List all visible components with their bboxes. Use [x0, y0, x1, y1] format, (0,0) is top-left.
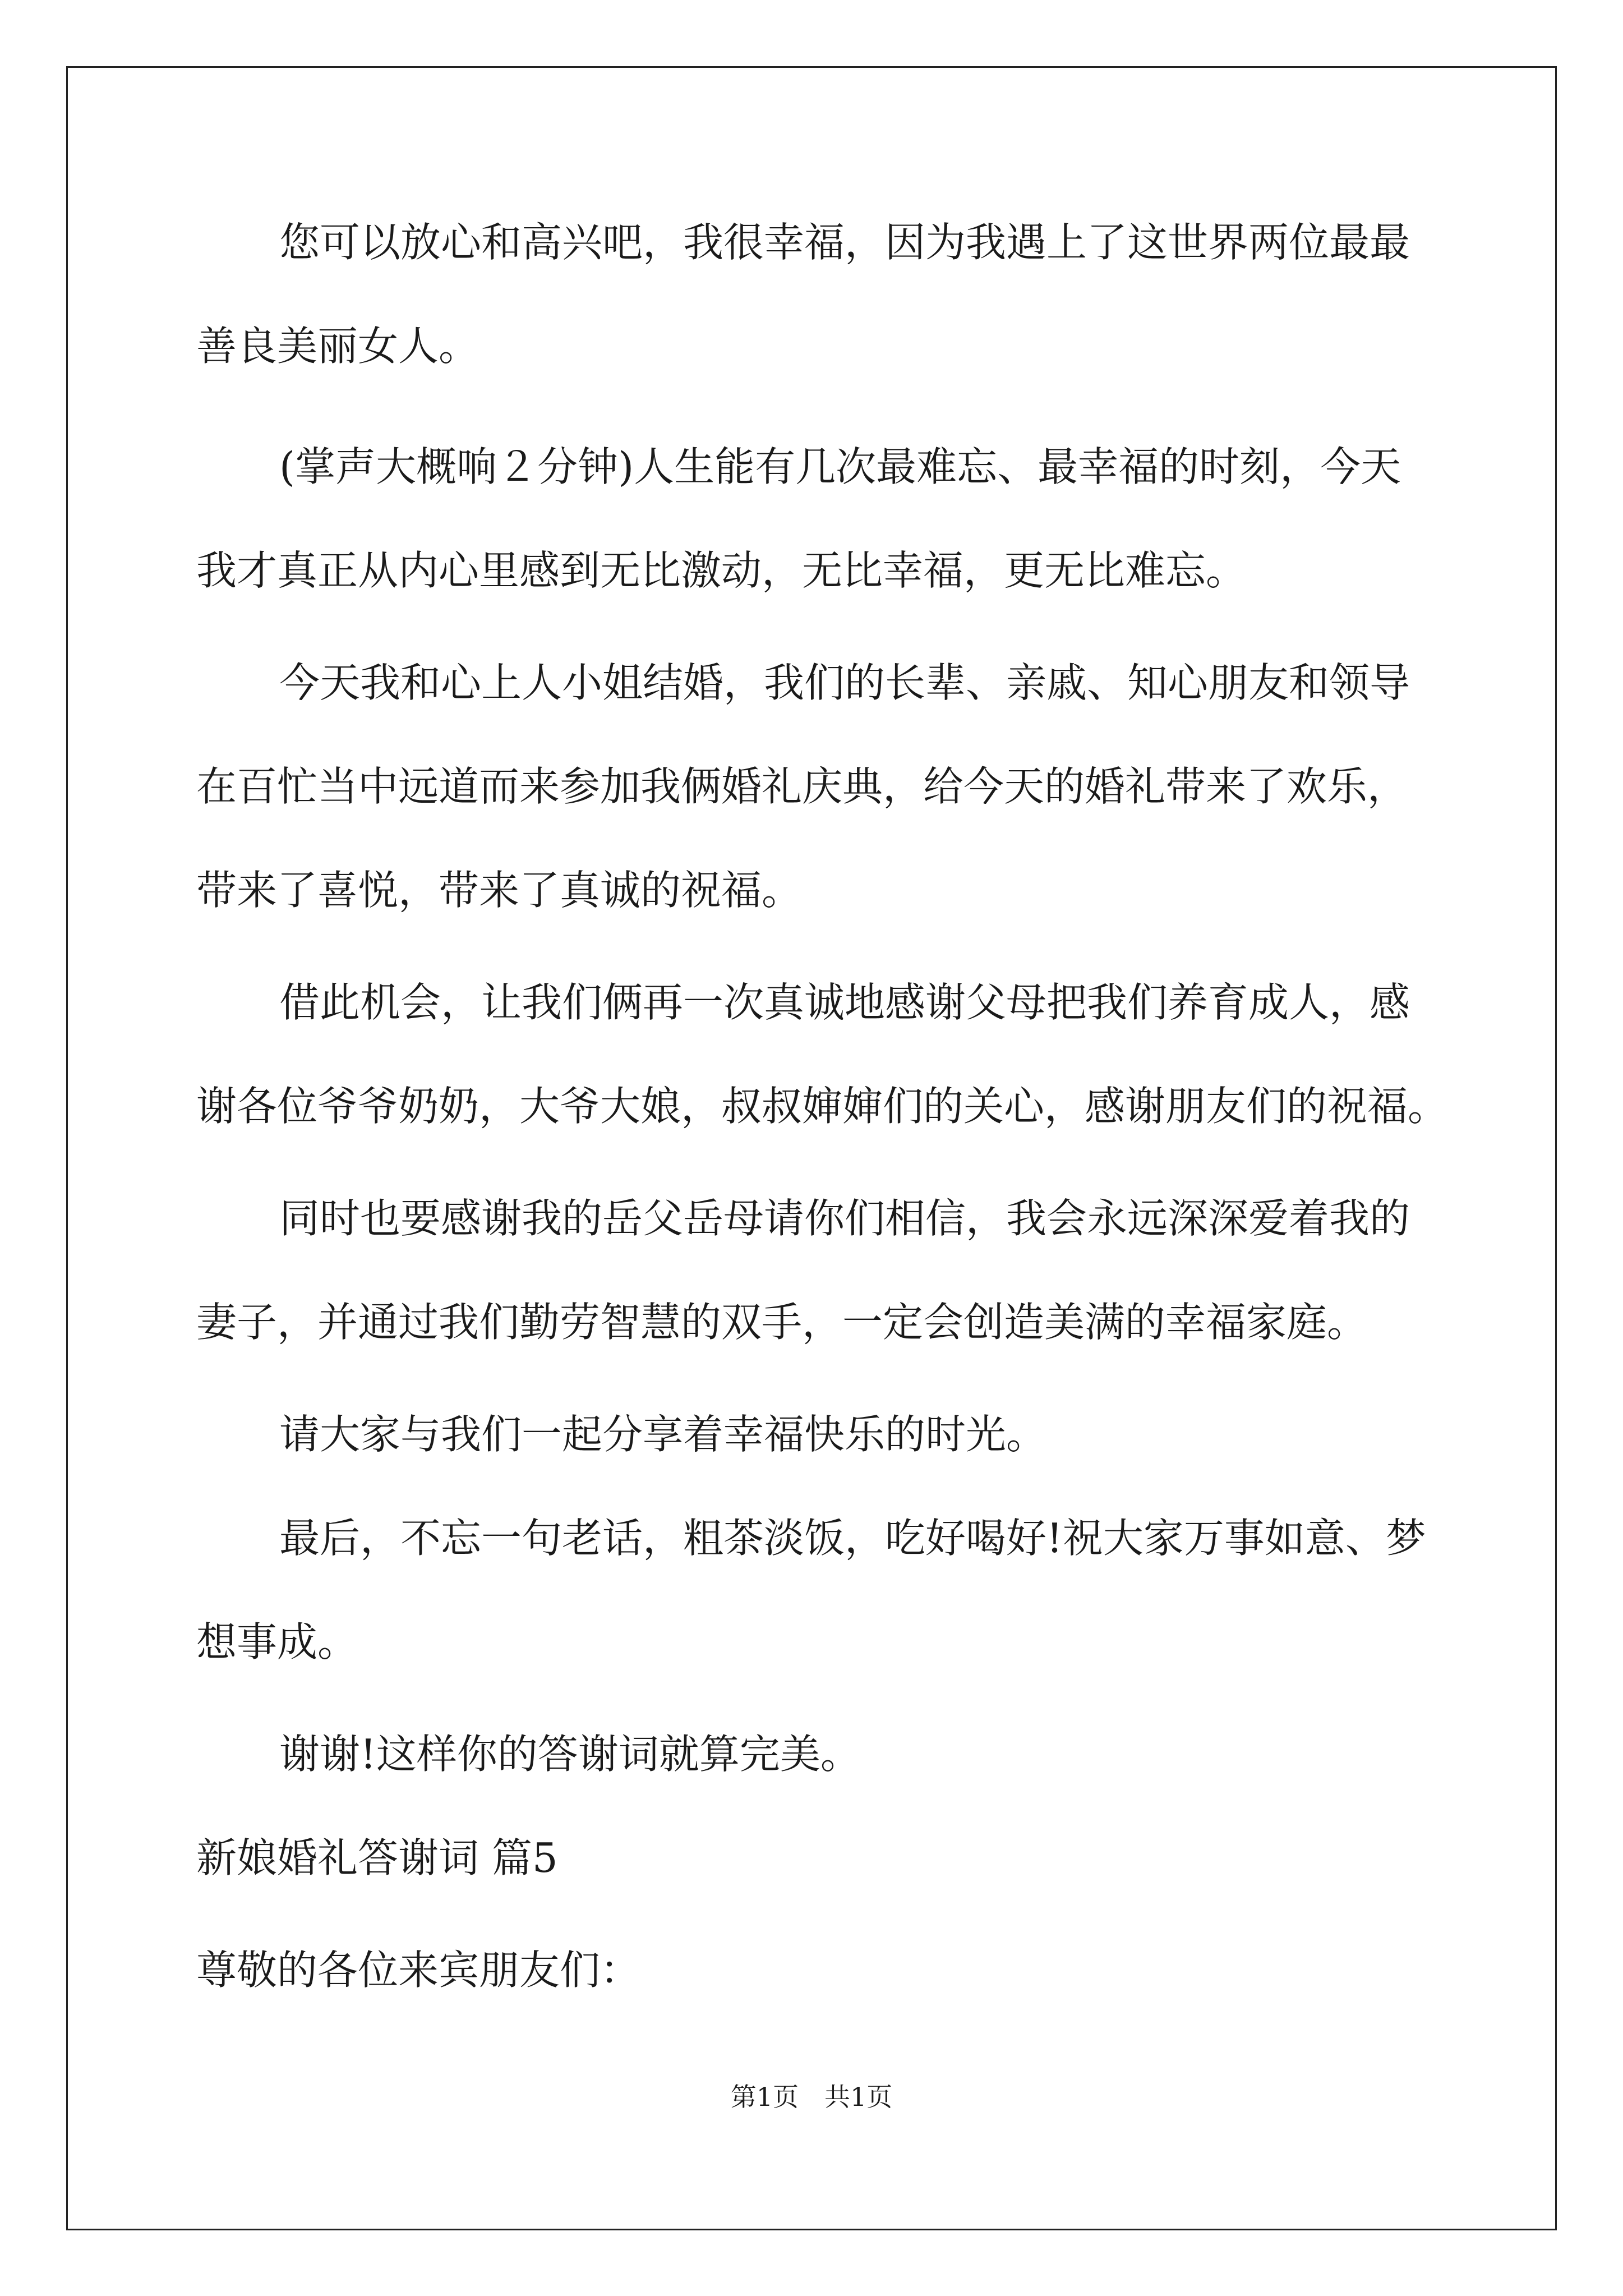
- paragraph-line: (掌声大概响２分钟)人生能有几次最难忘、最幸福的时刻，今天: [279, 443, 1401, 490]
- page-border: [66, 66, 1557, 2230]
- paragraph-line: 想事成。: [196, 1618, 358, 1665]
- section-heading: 新娘婚礼答谢词 篇5: [196, 1834, 558, 1881]
- page-footer: 第1页 共1页: [730, 2082, 893, 2112]
- paragraph-line: 最后，不忘一句老话，粗茶淡饭，吃好喝好!祝大家万事如意、梦: [279, 1515, 1426, 1562]
- paragraph-line: 您可以放心和高兴吧，我很幸福，因为我遇上了这世界两位最最: [279, 219, 1410, 266]
- paragraph-line: 谢谢!这样你的答谢词就算完美。: [279, 1731, 861, 1778]
- paragraph-line: 我才真正从内心里感到无比激动，无比幸福，更无比难忘。: [196, 547, 1247, 594]
- paragraph-line: 谢各位爷爷奶奶，大爷大娘，叔叔婶婶们的关心，感谢朋友们的祝福。: [196, 1083, 1449, 1130]
- paragraph-line: 善良美丽女人。: [196, 323, 479, 370]
- paragraph-line: 今天我和心上人小姐结婚，我们的长辈、亲戚、知心朋友和领导: [279, 659, 1410, 706]
- salutation-line: 尊敬的各位来宾朋友们：: [196, 1947, 641, 1994]
- paragraph-line: 带来了喜悦，带来了真诚的祝福。: [196, 867, 803, 914]
- paragraph-line: 同时也要感谢我的岳父岳母请你们相信，我会永远深深爱着我的: [279, 1195, 1410, 1242]
- paragraph-line: 借此机会，让我们俩再一次真诚地感谢父母把我们养育成人，感: [279, 979, 1410, 1026]
- paragraph-line: 在百忙当中远道而来参加我俩婚礼庆典，给今天的婚礼带来了欢乐，: [196, 763, 1408, 810]
- paragraph-line: 请大家与我们一起分享着幸福快乐的时光。: [279, 1411, 1047, 1458]
- paragraph-line: 妻子，并通过我们勤劳智慧的双手，一定会创造美满的幸福家庭。: [196, 1299, 1368, 1346]
